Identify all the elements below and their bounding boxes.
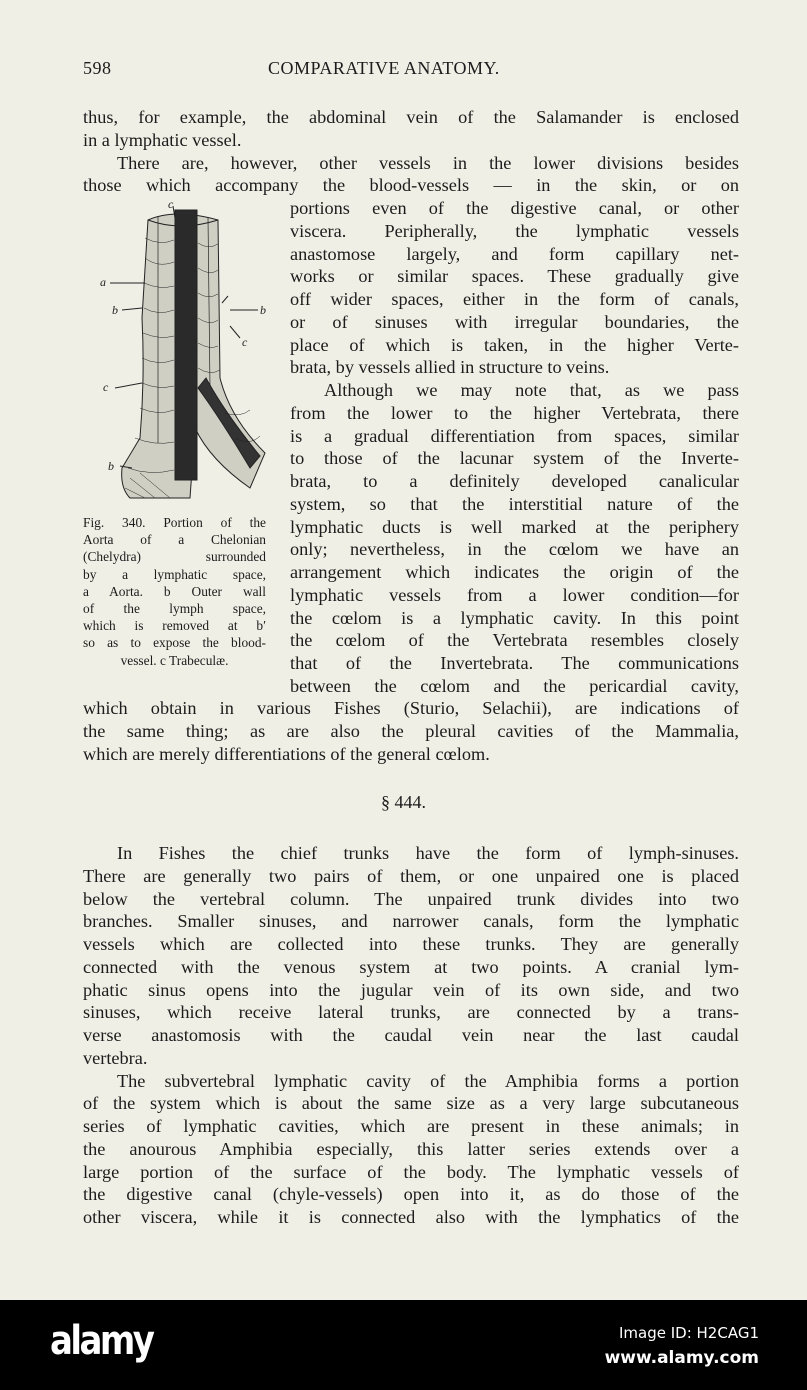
text-line: series of lymphatic cavities, which are present in these animals; in (83, 1116, 739, 1136)
text-line: those which accompany the blood-vessels — in the skin, or on (83, 175, 739, 196)
text-line: connected with the venous system at two points. A cranial lym- (83, 956, 739, 977)
text-line: lymphatic vessels from a lower condition—for (290, 584, 739, 605)
image-id: Image ID: H2CAG1 (618, 1324, 759, 1342)
text-line: There are, however, other vessels in the lower divisions besides (117, 152, 739, 173)
text-line: that of the Invertebrata. The communications (290, 653, 739, 673)
text-line: branches. Smaller sinuses, and narrower canals, form the lymphatic (83, 911, 739, 932)
text-line: off wider spaces, either in the form of canals, (290, 289, 739, 309)
caption-line: which is removed at b′ (83, 618, 266, 634)
caption-line: by a lymphatic space, (83, 566, 266, 582)
alamy-logo: alamy (50, 1318, 153, 1364)
aorta-figure (100, 198, 275, 508)
text-line: place of which is taken, in the higher Verte- (290, 334, 739, 355)
text-line: In Fishes the chief trunks have the form of lymph-sinuses. (117, 843, 739, 863)
text-line: other viscera, while it is connected also with the lymphatics of the (83, 1207, 739, 1227)
site-url[interactable]: www.alamy.com (604, 1348, 759, 1368)
text-line: viscera. Peripherally, the lymphatic vessels (290, 220, 739, 241)
text-line: or of sinuses with irregular boundaries, the (290, 311, 739, 332)
text-line: sinuses, which receive lateral trunks, are connected by a trans- (83, 1002, 739, 1023)
text-line: verse anastomosis with the caudal vein near the last caudal (83, 1025, 739, 1045)
text-line: lymphatic ducts is well marked at the periphery (290, 516, 739, 537)
text-line: the cœlom is a lymphatic cavity. In this point (290, 607, 739, 628)
page-number: 598 (83, 58, 112, 78)
text-line: The subvertebral lymphatic cavity of the Amphibia forms a portion (117, 1070, 739, 1091)
text-line: works or similar spaces. These gradually give (290, 266, 739, 287)
text-line: which obtain in various Fishes (Sturio, Selachii), are indications of (83, 698, 739, 718)
text-line: vertebra. (83, 1047, 148, 1068)
figure-label-c: c (103, 380, 109, 394)
caption-line: (Chelydra) surrounded (83, 549, 266, 565)
caption-line: so as to expose the blood- (83, 635, 266, 651)
figure-label-c: c (168, 198, 174, 211)
text-line: phatic sinus opens into the jugular vein of its own side, and two (83, 979, 739, 1000)
figure-label-b: b (112, 303, 118, 317)
text-line: Although we may note that, as we pass (324, 380, 739, 400)
watermark-bar (0, 1300, 807, 1390)
text-line: which are merely differentiations of the general cœlom. (83, 743, 490, 764)
text-line: the cœlom of the Vertebrata resembles closely (290, 630, 739, 651)
text-line: between the cœlom and the pericardial cavity, (290, 675, 739, 696)
text-line: large portion of the surface of the body. The lymphatic vessels of (83, 1161, 739, 1182)
text-line: only; nevertheless, in the cœlom we have an (290, 539, 739, 560)
figure-label-b: b (108, 459, 114, 473)
text-line: the anourous Amphibia especially, this latter series extends over a (83, 1138, 739, 1159)
text-line: is a gradual differentiation from spaces, similar (290, 425, 739, 446)
text-line: the digestive canal (chyle-vessels) open into it, as do those of the (83, 1184, 739, 1205)
caption-line: vessel. c Trabeculæ. (120, 652, 229, 668)
figure-label-a: a (100, 275, 106, 289)
caption-line: a Aorta. b Outer wall (83, 583, 266, 599)
text-line: in a lymphatic vessel. (83, 129, 242, 150)
caption-line: of the lymph space, (83, 601, 266, 616)
text-line: portions even of the digestive canal, or other (290, 198, 739, 218)
text-line: anastomose largely, and form capillary net- (290, 243, 739, 264)
text-line: the same thing; as are also the pleural cavities of the Mammalia, (83, 720, 739, 741)
text-line: system, so that the interstitial nature of the (290, 493, 739, 514)
text-line: to those of the lacunar system of the Inverte- (290, 448, 739, 469)
text-line: below the vertebral column. The unpaired trunk divides into two (83, 888, 739, 909)
text-line: arrangement which indicates the origin of the (290, 562, 739, 582)
text-line: from the lower to the higher Vertebrata, there (290, 402, 739, 423)
text-line: brata, by vessels allied in structure to veins. (290, 357, 610, 378)
section-heading: § 444. (381, 792, 426, 812)
text-line: of the system which is about the same size as a very large subcutaneous (83, 1093, 739, 1114)
caption-line: Aorta of a Chelonian (83, 532, 266, 548)
caption-line: Fig. 340. Portion of the (83, 515, 266, 530)
figure-label-b: b (260, 303, 266, 317)
figure-label-c: c (242, 335, 248, 349)
text-line: brata, to a definitely developed canalicular (290, 471, 739, 491)
text-line: vessels which are collected into these trunks. They are generally (83, 934, 739, 954)
running-title: COMPARATIVE ANATOMY. (268, 58, 500, 78)
text-line: There are generally two pairs of them, or one unpaired one is placed (83, 865, 739, 886)
text-line: thus, for example, the abdominal vein of the Salamander is enclosed (83, 107, 739, 127)
